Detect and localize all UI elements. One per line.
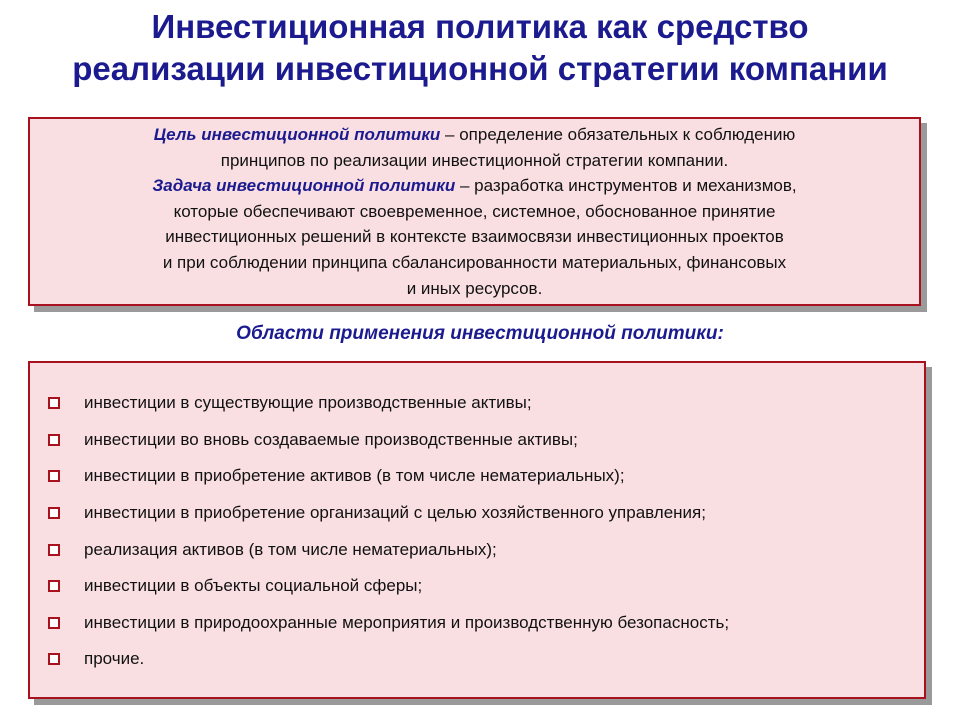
goal-definition: – определение обязательных к соблюдению	[440, 125, 796, 144]
areas-list	[48, 385, 729, 678]
list-item-text: реализация активов (в том числе нематериальных);	[84, 539, 497, 559]
areas-heading: Области применения инвестиционной политики:	[236, 323, 724, 344]
list-item	[48, 495, 729, 532]
task-term: Задача инвестиционной политики	[152, 176, 456, 196]
list-item-text: инвестиции во вновь создаваемые производственные активы;	[84, 429, 578, 449]
list-item	[48, 641, 729, 678]
task-line-5: и иных ресурсов.	[406, 278, 543, 298]
square-bullet-icon	[48, 434, 60, 446]
list-item	[48, 385, 729, 422]
list-item-text: инвестиции в приобретение активов (в том числе нематериальных);	[84, 466, 625, 486]
square-bullet-icon	[48, 580, 60, 592]
areas-box	[28, 361, 926, 699]
goal-line-2: принципов по реализации инвестиционной стратегии компании.	[220, 150, 729, 170]
square-bullet-icon	[48, 397, 60, 409]
goal-term: Цель инвестиционной политики	[153, 125, 441, 144]
list-item-text: прочие.	[84, 649, 145, 669]
slide-title	[0, 6, 960, 90]
list-item-text: инвестиции в существующие производственные активы;	[84, 393, 532, 413]
list-item	[48, 422, 729, 459]
task-line-3: инвестиционных решений в контексте взаимосвязи инвестиционных проектов	[165, 227, 784, 247]
square-bullet-icon	[48, 507, 60, 519]
task-line-4: и при соблюдении принципа сбалансированности материальных, финансовых	[162, 252, 787, 272]
square-bullet-icon	[48, 653, 60, 665]
goal-line-1	[30, 122, 919, 148]
list-item-text: инвестиции в объекты социальной сферы;	[84, 576, 423, 596]
square-bullet-icon	[48, 544, 60, 556]
list-item	[48, 458, 729, 495]
list-item	[48, 568, 729, 605]
list-item-text: инвестиции в природоохранные мероприятия и производственную безопасность;	[84, 612, 730, 632]
list-item	[48, 605, 729, 642]
list-item-text: инвестиции в приобретение организаций с целью хозяйственного управления;	[84, 503, 706, 523]
task-line-2: которые обеспечивают своевременное, системное, обоснованное принятие	[173, 201, 776, 221]
slide-title-line-1: Инвестиционная политика как средство	[151, 8, 809, 45]
list-item	[48, 531, 729, 568]
task-definition: – разработка инструментов и механизмов,	[455, 176, 797, 196]
square-bullet-icon	[48, 470, 60, 482]
goal-task-text	[30, 122, 919, 301]
square-bullet-icon	[48, 617, 60, 629]
task-line-1	[30, 173, 919, 199]
goal-task-box	[28, 117, 921, 306]
slide-title-line-2: реализации инвестиционной стратегии компании	[72, 50, 888, 87]
